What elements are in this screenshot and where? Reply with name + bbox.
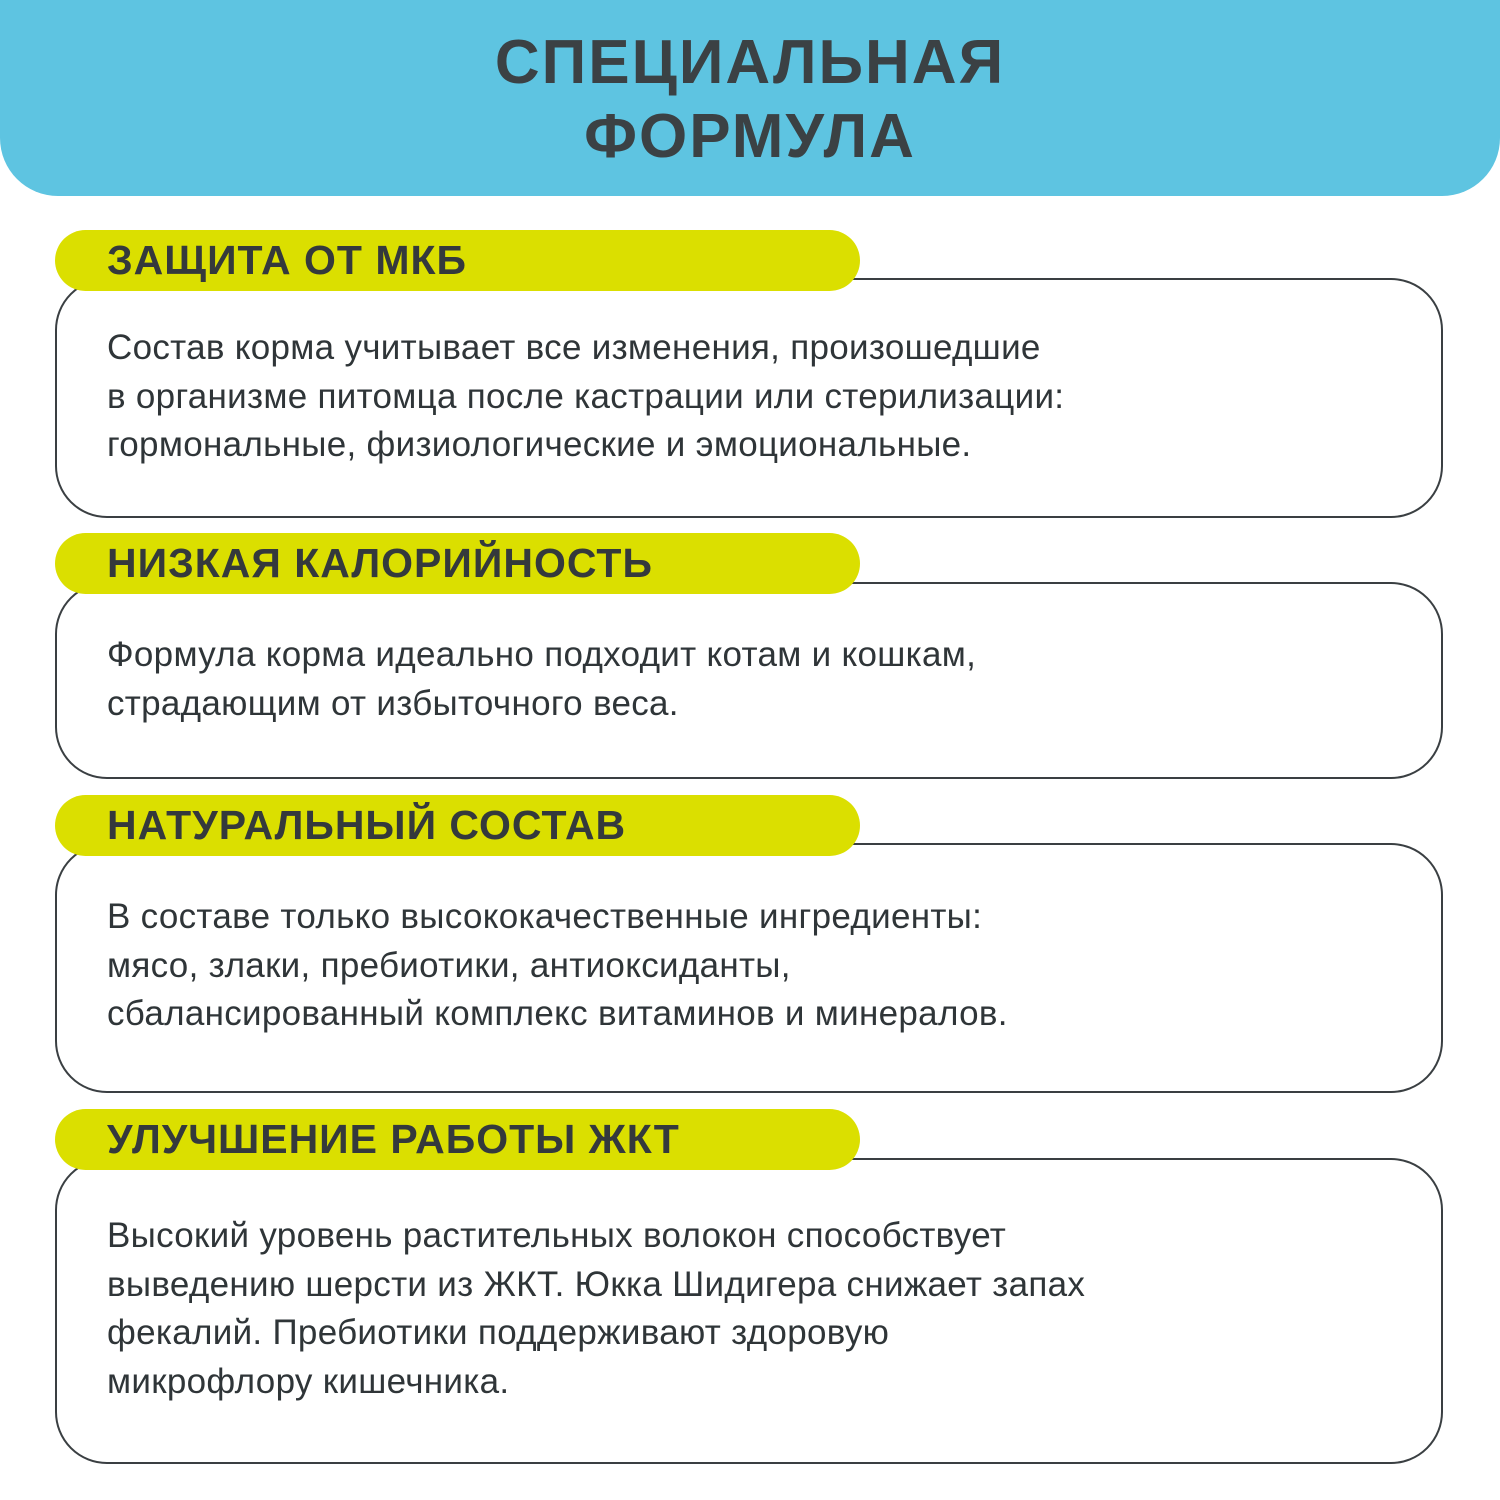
section-card-digestion [55, 1158, 1443, 1464]
section-description [107, 631, 1401, 728]
description-line: выведению шерсти из ЖКТ. Юкка Шидигера снижает запах [107, 1264, 1086, 1304]
page-title-line-2: ФОРМУЛА [584, 102, 916, 171]
section-description [107, 1212, 1401, 1406]
description-line: гормональные, физиологические и эмоциональные. [107, 425, 972, 464]
section-card-low-calorie [55, 582, 1443, 779]
header-banner [0, 0, 1500, 196]
section-title-digestion: УЛУЧШЕНИЕ РАБОТЫ ЖКТ [55, 1109, 860, 1170]
description-line: микрофлору кишечника. [107, 1361, 510, 1401]
page-title [0, 26, 1500, 174]
description-line: мясо, злаки, пребиотики, антиоксиданты, [107, 945, 791, 985]
description-line: Высокий уровень растительных волокон способствует [107, 1216, 1007, 1255]
section-description [107, 893, 1401, 1039]
section-card-mkb-protection [55, 278, 1443, 518]
description-line: Формула корма идеально подходит котам и кошкам, [107, 635, 977, 674]
page-title-line-1: СПЕЦИАЛЬНАЯ [494, 28, 1006, 97]
section-title-low-calorie: НИЗКАЯ КАЛОРИЙНОСТЬ [55, 533, 860, 594]
section-title-mkb-protection: ЗАЩИТА ОТ МКБ [55, 230, 860, 291]
section-card-natural-composition [55, 843, 1443, 1093]
section-title-natural-composition: НАТУРАЛЬНЫЙ СОСТАВ [55, 795, 860, 856]
description-line: в организме питомца после кастрации или стерилизации: [107, 376, 1065, 416]
description-line: сбалансированный комплекс витаминов и минералов. [107, 994, 1008, 1033]
section-description [107, 324, 1401, 470]
description-line: страдающим от избыточного веса. [107, 683, 679, 723]
description-line: фекалий. Пребиотики поддерживают здоровую [107, 1313, 890, 1352]
description-line: Состав корма учитывает все изменения, произошедшие [107, 328, 1041, 367]
description-line: В составе только высококачественные ингредиенты: [107, 897, 983, 936]
